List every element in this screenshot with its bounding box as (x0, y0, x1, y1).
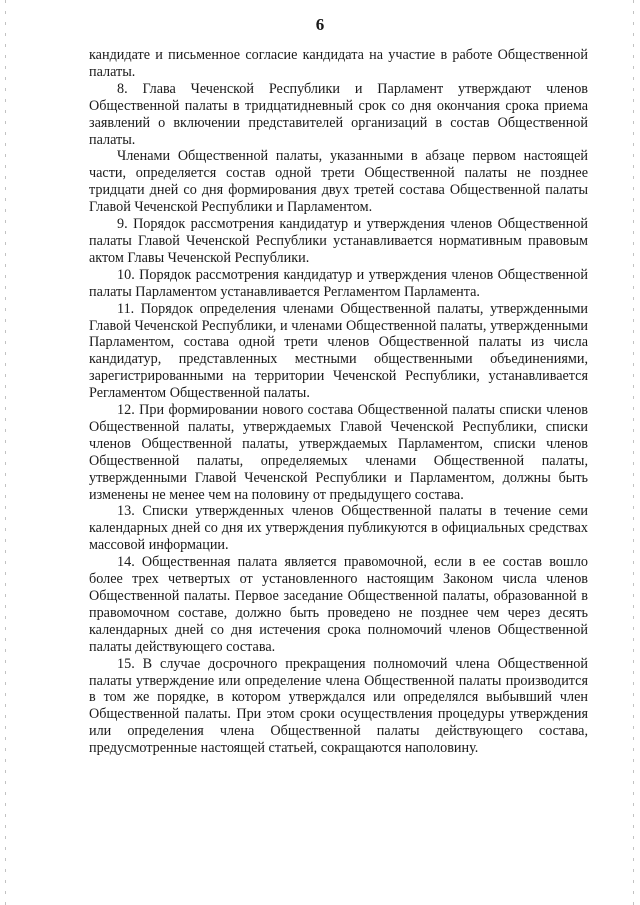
page-number: 6 (315, 15, 325, 34)
paragraph-item-10: 10. Порядок рассмотрения кандидатур и утверждения членов Общественной палаты Парламентом устанавливается Регламентом Парламента. (89, 266, 588, 300)
scan-edge-left (5, 0, 6, 905)
paragraph-item-9: 9. Порядок рассмотрения кандидатур и утверждения членов Общественной палаты Главой Чеченской Республики устанавливается нормативным правовым актом Главы Чеченской Республики. (89, 216, 588, 266)
document-body (89, 47, 588, 757)
paragraph-item-8: 8. Глава Чеченской Республики и Парламент утверждают членов Общественной палаты в тридцатидневный срок со дня окончания срока приема заявлений о включении представителей организаций в состав Общественной палаты. (89, 80, 588, 148)
scan-edge-right (633, 0, 634, 905)
paragraph-item-14: 14. Общественная палата является правомочной, если в ее состав вошло более трех четвертых от установленного настоящим Законом числа членов Общественной палаты. Первое заседание Общественной палаты, образованной в правомочном составе, должно быть проведено не позднее чем через десять календарных дней со дня истечения срока полномочий членов Общественной палаты действующего состава. (89, 554, 588, 655)
paragraph-item-12: 12. При формировании нового состава Общественной палаты списки членов Общественной палаты, утверждаемых Главой Чеченской Республики, списки членов Общественной палаты, утверждаемых Парламентом, списки членов Общественной палаты, определяемых членами Общественной палаты, утвержденными Главой Чеченской Республики и Парламентом, должны быть изменены не менее чем на половину от предыдущего состава. (89, 402, 588, 503)
paragraph-item-8-sub: Членами Общественной палаты, указанными в абзаце первом настоящей части, определяется состав одной трети Общественной палаты не позднее тридцати дней со дня формирования двух третей состава Общественной палаты Главой Чеченской Республики и Парламентом. (89, 148, 588, 216)
paragraph-item-13: 13. Списки утвержденных членов Общественной палаты в течение семи календарных дней со дня их утверждения публикуются в официальных средствах массовой информации. (89, 503, 588, 554)
paragraph-item-11: 11. Порядок определения членами Общественной палаты, утвержденными Главой Чеченской Республики, и членами Общественной палаты, утвержденными Парламентом, состава одной трети членов Общественной палаты из числа кандидатур, представленных местными общественными объединениями, зарегистрированными на территории Чеченской Республики, устанавливается Регламентом Общественной палаты. (89, 300, 588, 402)
paragraph-continuation: кандидате и письменное согласие кандидата на участие в работе Общественной палаты. (89, 47, 588, 80)
paragraph-item-15: 15. В случае досрочного прекращения полномочий члена Общественной палаты утверждение или определение члена Общественной палаты производится в том же порядке, в котором утверждался или определялся выбывший член Общественной палаты. При этом сроки осуществления процедуры утверждения или определения члена Общественной палаты действующего состава, предусмотренные настоящей статьей, сокращаются наполовину. (89, 655, 588, 757)
